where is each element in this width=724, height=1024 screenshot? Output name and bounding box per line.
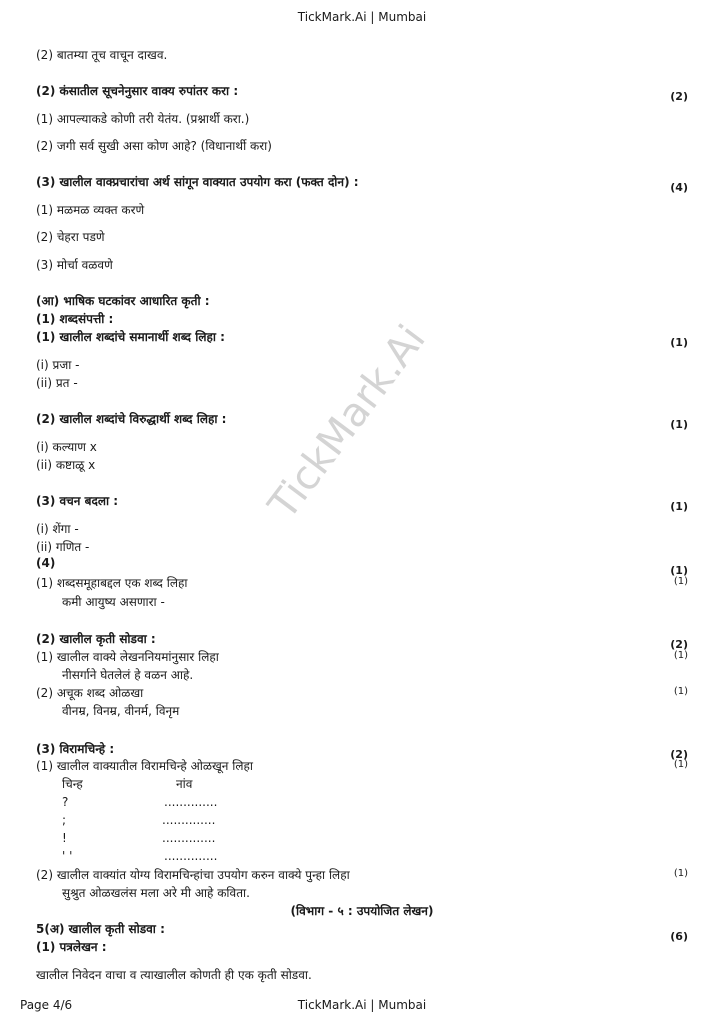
punctuation-col-sign: चिन्ह xyxy=(62,777,83,791)
question-4-item-1-text: कमी आयुष्य असणारा - xyxy=(62,595,165,609)
letter-writing-heading: (1) पत्रलेखन : xyxy=(36,940,107,954)
punctuation-item-2-text: सुश्रुत ओळखलंस मला अरे मी आहे कविता. xyxy=(62,886,250,900)
question-2-marks: (2) xyxy=(670,90,688,103)
antonyms-item-1: (i) कल्याण x xyxy=(36,440,97,454)
antonyms-item-2: (ii) कष्टाळू x xyxy=(36,458,96,472)
punctuation-item-1: (1) खालील वाक्यातील विरामचिन्हे ओळखून लिहा xyxy=(36,759,253,773)
line-l1: (2) बातम्या तूच वाचून दाखव. xyxy=(36,48,168,62)
watermark: TickMark.Ai xyxy=(260,316,435,528)
question-2-heading: (2) कंसातील सूचनेनुसार वाक्य रुपांतर करा : xyxy=(36,84,239,98)
punctuation-row-2-blank: .............. xyxy=(162,813,216,827)
section-5a-marks: (6) xyxy=(670,930,688,943)
task-2-item-2-text: वीनम्र, विनम्र, वीनर्म, विनृम xyxy=(62,704,180,718)
question-4-heading: (4) xyxy=(36,556,56,570)
section-5a-heading: 5(अ) खालील कृती सोडवा : xyxy=(36,922,165,936)
antonyms-marks: (1) xyxy=(670,418,688,431)
section-aa-1-heading: (1) शब्दसंपत्ती : xyxy=(36,312,114,326)
punctuation-marks: (2) xyxy=(670,748,688,761)
question-3-heading: (3) खालील वाक्प्रचारांचा अर्थ सांगून वाक्यात उपयोग करा (फक्त दोन) : xyxy=(36,175,359,189)
punctuation-row-4-blank: .............. xyxy=(164,849,218,863)
question-3-marks: (4) xyxy=(670,181,688,194)
question-4-item-1-marks: (1) xyxy=(673,576,688,587)
synonyms-heading: (1) खालील शब्दांचे समानार्थी शब्द लिहा : xyxy=(36,330,225,344)
punctuation-row-1-sign: ? xyxy=(62,795,69,809)
synonyms-item-1: (i) प्रजा - xyxy=(36,358,80,372)
punctuation-item-2: (2) खालील वाक्यांत योग्य विरामचिन्हांचा उपयोग करुन वाक्ये पुन्हा लिहा xyxy=(36,868,350,882)
number-change-item-2: (ii) गणित - xyxy=(36,540,90,554)
task-2-marks: (2) xyxy=(670,638,688,651)
section-aa-heading: (आ) भाषिक घटकांवर आधारित कृती : xyxy=(36,294,210,308)
antonyms-heading: (2) खालील शब्दांचे विरुद्धार्थी शब्द लिहा : xyxy=(36,412,227,426)
number-change-heading: (3) वचन बदला : xyxy=(36,494,119,508)
punctuation-row-3-sign: ! xyxy=(62,831,67,845)
task-2-item-2: (2) अचूक शब्द ओळखा xyxy=(36,686,144,700)
question-4-item-1: (1) शब्दसमूहाबद्दल एक शब्द लिहा xyxy=(36,576,188,590)
punctuation-row-3-blank: .............. xyxy=(162,831,216,845)
punctuation-row-1-blank: .............. xyxy=(164,795,218,809)
question-3-item-3: (3) मोर्चा वळवणे xyxy=(36,258,113,272)
task-2-heading: (2) खालील कृती सोडवा : xyxy=(36,632,156,646)
task-2-item-2-marks: (1) xyxy=(673,686,688,697)
page-number: Page 4/6 xyxy=(20,998,73,1012)
synonyms-item-2: (ii) प्रत - xyxy=(36,376,78,390)
punctuation-heading: (3) विरामचिन्हे : xyxy=(36,742,115,756)
letter-writing-instruction: खालील निवेदन वाचा व त्याखालील कोणती ही एक कृती सोडवा. xyxy=(36,968,312,982)
question-2-item-1: (1) आपल्याकडे कोणी तरी येतंय. (प्रश्नार्थी करा.) xyxy=(36,112,250,126)
punctuation-col-name: नांव xyxy=(176,777,193,791)
page-footer: TickMark.Ai | Mumbai xyxy=(297,998,427,1012)
question-4-marks: (1) xyxy=(670,564,688,577)
page-header: TickMark.Ai | Mumbai xyxy=(297,10,427,24)
number-change-item-1: (i) शेंगा - xyxy=(36,522,79,536)
punctuation-row-4-sign: ' ' xyxy=(62,849,73,863)
task-2-item-1: (1) खालील वाक्ये लेखननियमांनुसार लिहा xyxy=(36,650,219,664)
section-5-title: (विभाग - ५ : उपयोजित लेखन) xyxy=(290,904,434,918)
punctuation-item-2-marks: (1) xyxy=(673,868,688,879)
number-change-marks: (1) xyxy=(670,500,688,513)
punctuation-item-1-marks: (1) xyxy=(673,759,688,770)
question-2-item-2: (2) जगी सर्व सुखी असा कोण आहे? (विधानार्थी करा) xyxy=(36,139,272,153)
synonyms-marks: (1) xyxy=(670,336,688,349)
task-2-item-1-text: नीसर्गाने घेतलेलं हे वळन आहे. xyxy=(62,668,194,682)
question-3-item-2: (2) चेहरा पडणे xyxy=(36,230,105,244)
question-3-item-1: (1) मळमळ व्यक्त करणे xyxy=(36,203,145,217)
task-2-item-1-marks: (1) xyxy=(673,650,688,661)
punctuation-row-2-sign: ; xyxy=(62,813,67,827)
